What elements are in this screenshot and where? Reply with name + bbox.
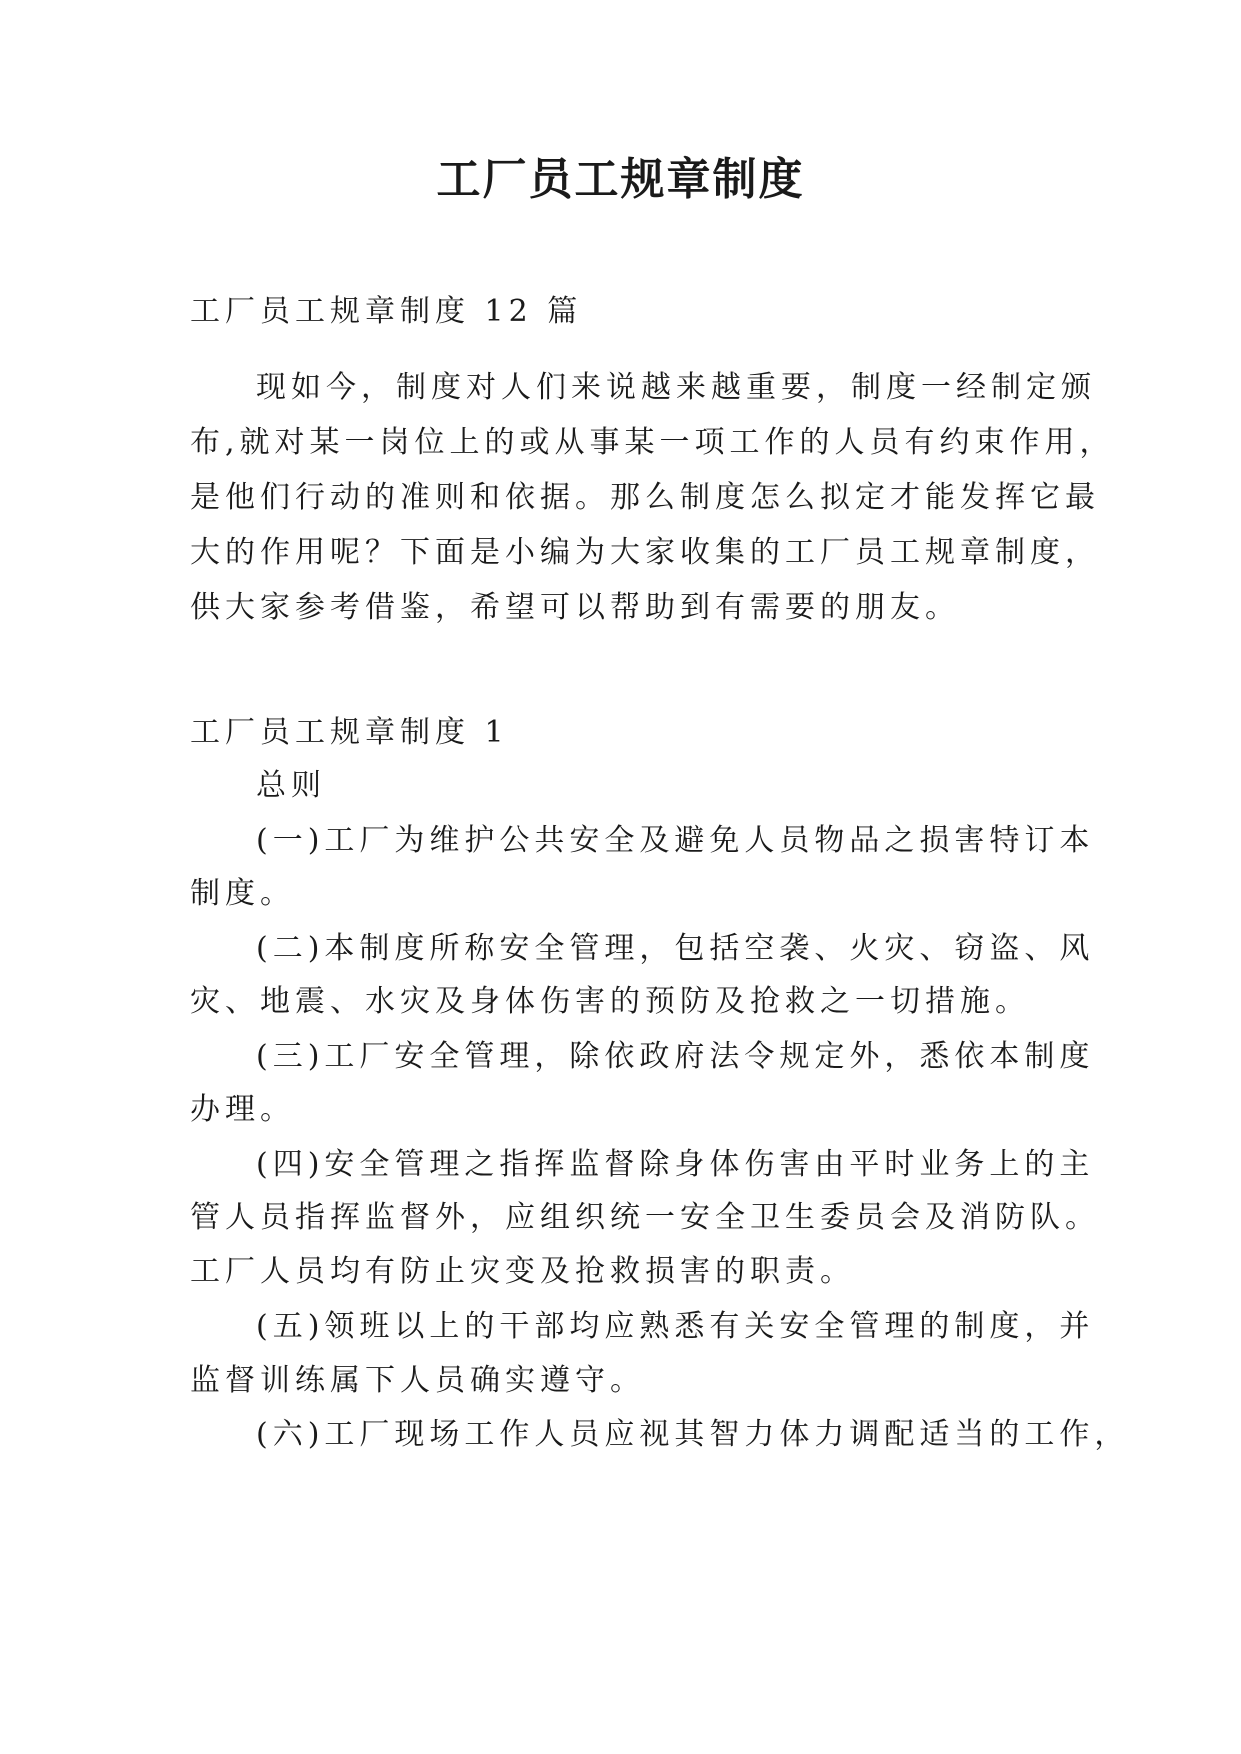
section-subheading: 总则 bbox=[256, 768, 326, 803]
article-line: (一)工厂为维护公共安全及避免人员物品之损害特订本 bbox=[256, 823, 1095, 858]
article-line: (六)工厂现场工作人员应视其智力体力调配适当的工作， bbox=[256, 1417, 1130, 1452]
document-title: 工厂员工规章制度 bbox=[436, 154, 805, 205]
section-heading: 工厂员工规章制度 1 bbox=[190, 715, 509, 750]
article-line: 办理。 bbox=[190, 1092, 295, 1127]
article-line: 监督训练属下人员确实遵守。 bbox=[190, 1363, 645, 1398]
article-line: (二)本制度所称安全管理，包括空袭、火灾、窃盗、风 bbox=[256, 931, 1095, 966]
article-line: 制度。 bbox=[190, 876, 295, 911]
intro-line: 供大家参考借鉴，希望可以帮助到有需要的朋友。 bbox=[190, 590, 960, 625]
article-line: 灾、地震、水灾及身体伤害的预防及抢救之一切措施。 bbox=[190, 984, 1030, 1019]
article-line: (三)工厂安全管理，除依政府法令规定外，悉依本制度 bbox=[256, 1039, 1095, 1074]
intro-line: 是他们行动的准则和依据。那么制度怎么拟定才能发挥它最 bbox=[190, 480, 1100, 515]
document-subtitle: 工厂员工规章制度 12 篇 bbox=[190, 294, 583, 329]
intro-line: 大的作用呢？下面是小编为大家收集的工厂员工规章制度， bbox=[190, 535, 1100, 570]
intro-line: 现如今，制度对人们来说越来越重要，制度一经制定颁 bbox=[256, 370, 1096, 405]
article-line: (四)安全管理之指挥监督除身体伤害由平时业务上的主 bbox=[256, 1147, 1095, 1182]
article-line: (五)领班以上的干部均应熟悉有关安全管理的制度，并 bbox=[256, 1309, 1095, 1344]
article-line: 管人员指挥监督外，应组织统一安全卫生委员会及消防队。 bbox=[190, 1200, 1100, 1235]
intro-line: 布,就对某一岗位上的或从事某一项工作的人员有约束作用， bbox=[190, 425, 1115, 460]
article-line: 工厂人员均有防止灾变及抢救损害的职责。 bbox=[190, 1254, 855, 1289]
